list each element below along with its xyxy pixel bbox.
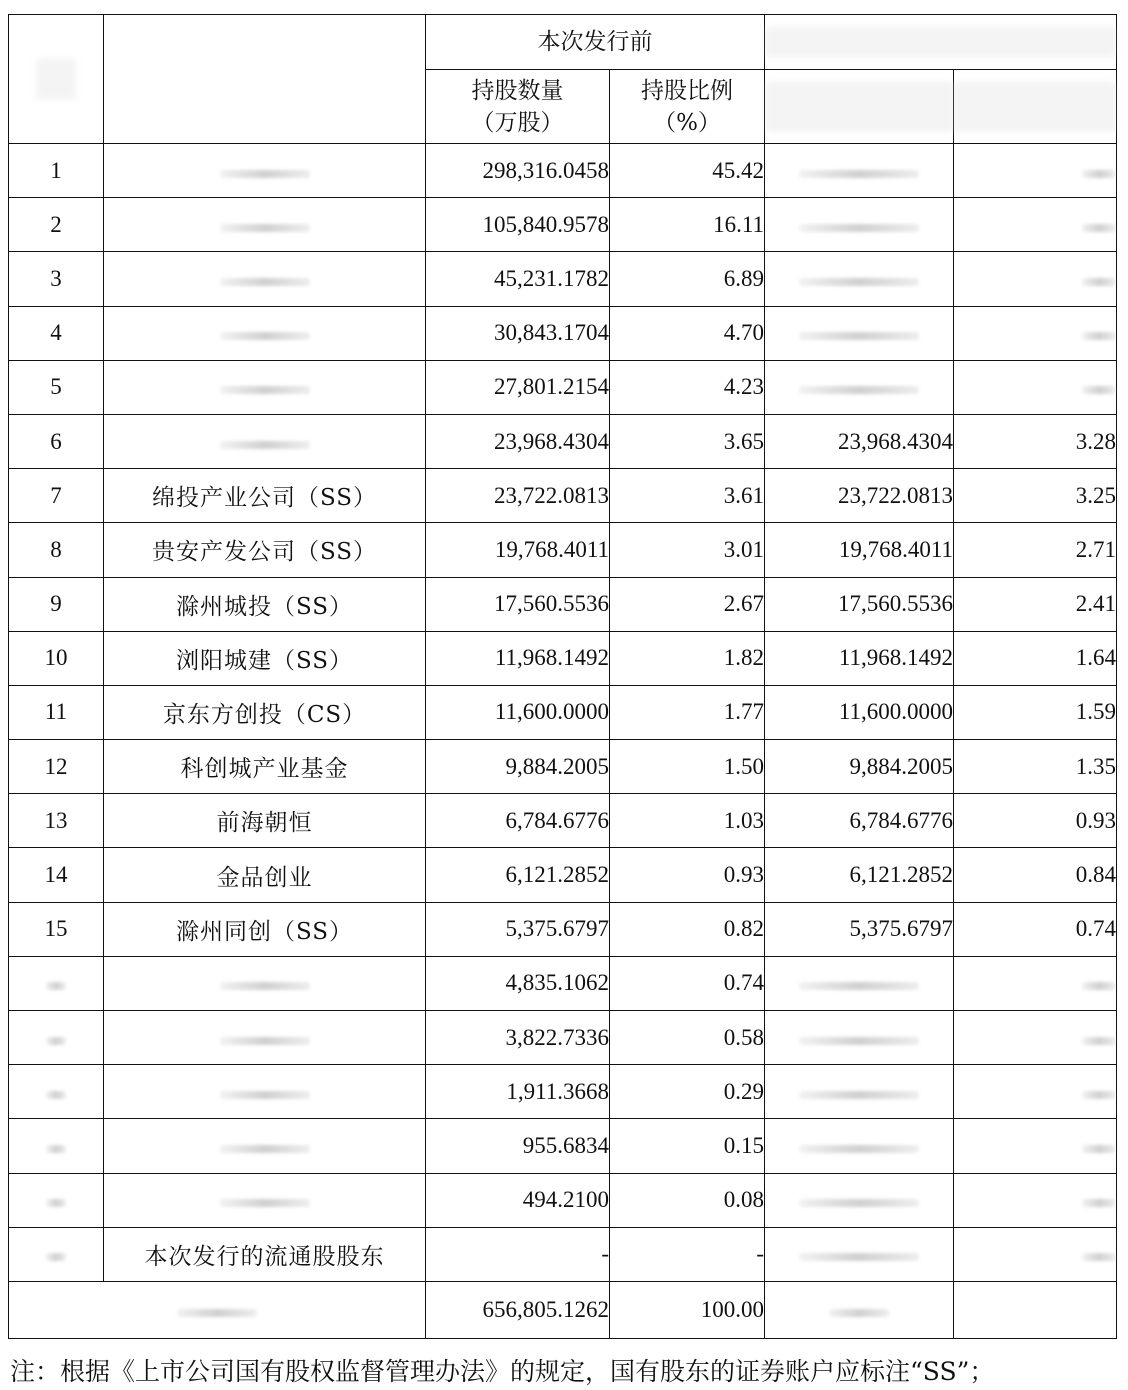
shareholder-name: 滁州城投（SS） <box>104 577 426 631</box>
row-index: 11 <box>9 685 104 739</box>
shares-before: 494.2100 <box>426 1173 610 1227</box>
ratio-after: 1.64 <box>954 631 1117 685</box>
ratio-before: 0.15 <box>610 1119 765 1173</box>
shares-before: 30,843.1704 <box>426 306 610 360</box>
ratio-after <box>954 1119 1117 1173</box>
table-row <box>9 1065 1117 1119</box>
redacted-text <box>220 386 310 394</box>
redacted-text <box>1082 386 1116 394</box>
ratio-after <box>954 360 1117 414</box>
ratio-after <box>954 956 1117 1010</box>
ratio-after: 0.93 <box>954 794 1117 848</box>
ratio-after <box>954 252 1117 306</box>
row-index: 12 <box>9 740 104 794</box>
row-index: 10 <box>9 631 104 685</box>
table-row <box>9 848 1117 902</box>
redacted-text <box>1082 1253 1116 1261</box>
table-row <box>9 360 1117 414</box>
redacted-text <box>220 1145 310 1153</box>
redacted-text <box>46 1145 66 1153</box>
ratio-after <box>954 1227 1117 1281</box>
shares-before: 955.6834 <box>426 1119 610 1173</box>
shares-before: 105,840.9578 <box>426 198 610 252</box>
row-index: 14 <box>9 848 104 902</box>
header-shares-before: 持股数量（万股） <box>426 70 610 144</box>
ratio-after <box>954 198 1117 252</box>
table-row <box>9 414 1117 468</box>
redacted-text <box>799 1145 919 1153</box>
ratio-before: 3.01 <box>610 523 765 577</box>
total-shares-before: 656,805.1262 <box>426 1281 610 1338</box>
shares-before: 4,835.1062 <box>426 956 610 1010</box>
shares-after: 23,722.0813 <box>765 469 954 523</box>
redacted-text <box>1082 332 1116 340</box>
shares-before: 23,722.0813 <box>426 469 610 523</box>
shareholder-name <box>104 360 426 414</box>
row-index: 4 <box>9 306 104 360</box>
shares-before: 17,560.5536 <box>426 577 610 631</box>
ratio-before: 0.74 <box>610 956 765 1010</box>
shares-after <box>765 1011 954 1065</box>
redacted-text <box>799 1091 919 1099</box>
redacted-text <box>799 386 919 394</box>
shareholder-name: 绵投产业公司（SS） <box>104 469 426 523</box>
shareholder-name: 贵安产发公司（SS） <box>104 523 426 577</box>
shareholder-name <box>104 414 426 468</box>
shares-after <box>765 306 954 360</box>
shares-after: 5,375.6797 <box>765 902 954 956</box>
shareholder-name <box>104 144 426 198</box>
shareholder-name: 金品创业 <box>104 848 426 902</box>
table-row <box>9 685 1117 739</box>
ratio-before: 1.82 <box>610 631 765 685</box>
header-index-cell <box>9 15 104 144</box>
redacted-text <box>799 1199 919 1207</box>
shareholder-name <box>104 956 426 1010</box>
shares-after: 17,560.5536 <box>765 577 954 631</box>
shares-after <box>765 252 954 306</box>
redacted-text <box>46 1253 66 1261</box>
table-row <box>9 794 1117 848</box>
redacted-text <box>799 278 919 286</box>
shareholder-name: 滁州同创（SS） <box>104 902 426 956</box>
redacted-text <box>220 1199 310 1207</box>
table-row <box>9 469 1117 523</box>
shareholder-name <box>104 1173 426 1227</box>
header-after-issue-redacted <box>765 15 1117 70</box>
ratio-before: 0.93 <box>610 848 765 902</box>
ratio-after: 2.71 <box>954 523 1117 577</box>
row-index: 6 <box>9 414 104 468</box>
header-ratio-after-redacted <box>954 70 1117 144</box>
shares-after: 23,968.4304 <box>765 414 954 468</box>
ratio-after <box>954 306 1117 360</box>
table-row <box>9 198 1117 252</box>
shares-after: 19,768.4011 <box>765 523 954 577</box>
row-index <box>9 956 104 1010</box>
shareholder-name: 科创城产业基金 <box>104 740 426 794</box>
ratio-before: 4.70 <box>610 306 765 360</box>
row-index: 3 <box>9 252 104 306</box>
row-index: 1 <box>9 144 104 198</box>
table-row <box>9 740 1117 794</box>
shareholder-name <box>104 252 426 306</box>
shares-after <box>765 360 954 414</box>
ratio-before: 0.58 <box>610 1011 765 1065</box>
shares-before: 1,911.3668 <box>426 1065 610 1119</box>
redacted-text <box>220 278 310 286</box>
table-row <box>9 523 1117 577</box>
ratio-before: 45.42 <box>610 144 765 198</box>
ratio-before: 16.11 <box>610 198 765 252</box>
redacted-text <box>220 1091 310 1099</box>
shares-before: 23,968.4304 <box>426 414 610 468</box>
header-shares-after-redacted <box>765 70 954 144</box>
header-ratio-before: 持股比例（%） <box>610 70 765 144</box>
redacted-text <box>1082 1091 1116 1099</box>
ratio-after: 2.41 <box>954 577 1117 631</box>
ratio-before: 4.23 <box>610 360 765 414</box>
row-index: 5 <box>9 360 104 414</box>
row-index <box>9 1227 104 1281</box>
ratio-after <box>954 144 1117 198</box>
table-row <box>9 902 1117 956</box>
ratio-after: 1.35 <box>954 740 1117 794</box>
table-row <box>9 1119 1117 1173</box>
ratio-after <box>954 1011 1117 1065</box>
header-before-issue: 本次发行前 <box>426 15 765 70</box>
shares-after <box>765 1173 954 1227</box>
shareholder-name <box>104 306 426 360</box>
table-row <box>9 252 1117 306</box>
shares-after: 11,600.0000 <box>765 685 954 739</box>
ratio-before: 0.08 <box>610 1173 765 1227</box>
redacted-text <box>1082 982 1116 990</box>
shareholder-name: 前海朝恒 <box>104 794 426 848</box>
shares-before: 45,231.1782 <box>426 252 610 306</box>
shares-after <box>765 1119 954 1173</box>
redacted-text <box>220 441 310 449</box>
row-index: 13 <box>9 794 104 848</box>
total-ratio-before: 100.00 <box>610 1281 765 1338</box>
row-index <box>9 1173 104 1227</box>
redacted-text <box>1082 1037 1116 1045</box>
redacted-text <box>1082 224 1116 232</box>
ratio-after: 3.28 <box>954 414 1117 468</box>
redacted-text <box>46 982 66 990</box>
footnote: 注：根据《上市公司国有股权监督管理办法》的规定，国有股东的证券账户应标注“SS”； <box>10 1357 995 1386</box>
ratio-after <box>954 1065 1117 1119</box>
shares-after <box>765 144 954 198</box>
redacted-text <box>220 982 310 990</box>
total-shares-after-redacted <box>765 1281 954 1338</box>
shares-after: 6,121.2852 <box>765 848 954 902</box>
redacted-text <box>220 170 310 178</box>
shares-after <box>765 1065 954 1119</box>
row-index <box>9 1065 104 1119</box>
redacted-text <box>1082 1199 1116 1207</box>
ratio-before: 6.89 <box>610 252 765 306</box>
redacted-text <box>46 1091 66 1099</box>
row-index <box>9 1119 104 1173</box>
redacted-text <box>220 332 310 340</box>
redacted-text <box>1082 1145 1116 1153</box>
ratio-before: 0.29 <box>610 1065 765 1119</box>
table-row <box>9 1227 1117 1281</box>
row-index <box>9 1011 104 1065</box>
redacted-text <box>799 332 919 340</box>
ratio-before: 2.67 <box>610 577 765 631</box>
shareholder-name <box>104 1065 426 1119</box>
table-row <box>9 577 1117 631</box>
shares-after <box>765 198 954 252</box>
shares-before: 19,768.4011 <box>426 523 610 577</box>
shares-after <box>765 1227 954 1281</box>
shareholder-name <box>104 1119 426 1173</box>
shareholder-name: 京东方创投（CS） <box>104 685 426 739</box>
redacted-text <box>799 982 919 990</box>
redacted-text <box>220 1037 310 1045</box>
ratio-after: 1.59 <box>954 685 1117 739</box>
table-row <box>9 306 1117 360</box>
ratio-after: 0.74 <box>954 902 1117 956</box>
shares-before: 6,121.2852 <box>426 848 610 902</box>
table-row <box>9 1173 1117 1227</box>
row-index: 9 <box>9 577 104 631</box>
shares-after: 6,784.6776 <box>765 794 954 848</box>
row-index: 7 <box>9 469 104 523</box>
row-index: 8 <box>9 523 104 577</box>
shares-before: - <box>426 1227 610 1281</box>
shares-before: 6,784.6776 <box>426 794 610 848</box>
table-row <box>9 1011 1117 1065</box>
ratio-before: 1.50 <box>610 740 765 794</box>
total-label-redacted <box>9 1281 426 1338</box>
row-index: 15 <box>9 902 104 956</box>
header-name-cell <box>104 15 426 144</box>
shares-before: 11,600.0000 <box>426 685 610 739</box>
shareholder-name: 本次发行的流通股股东 <box>104 1227 426 1281</box>
redacted-text <box>799 1037 919 1045</box>
ratio-after <box>954 1173 1117 1227</box>
redacted-text <box>46 1037 66 1045</box>
shareholder-name <box>104 198 426 252</box>
shares-after: 9,884.2005 <box>765 740 954 794</box>
shares-before: 298,316.0458 <box>426 144 610 198</box>
ratio-before: 1.03 <box>610 794 765 848</box>
shareholder-name <box>104 1011 426 1065</box>
redacted-text <box>799 224 919 232</box>
ratio-after: 3.25 <box>954 469 1117 523</box>
table-row <box>9 631 1117 685</box>
shares-before: 3,822.7336 <box>426 1011 610 1065</box>
row-index: 2 <box>9 198 104 252</box>
ratio-before: - <box>610 1227 765 1281</box>
ratio-before: 3.61 <box>610 469 765 523</box>
shares-after <box>765 956 954 1010</box>
shareholder-name: 浏阳城建（SS） <box>104 631 426 685</box>
shares-before: 11,968.1492 <box>426 631 610 685</box>
table-row <box>9 144 1117 198</box>
shares-before: 5,375.6797 <box>426 902 610 956</box>
shares-before: 9,884.2005 <box>426 740 610 794</box>
ratio-before: 1.77 <box>610 685 765 739</box>
shares-before: 27,801.2154 <box>426 360 610 414</box>
redacted-text <box>1082 170 1116 178</box>
table-row <box>9 956 1117 1010</box>
total-ratio-after-redacted <box>954 1281 1117 1338</box>
ratio-before: 0.82 <box>610 902 765 956</box>
redacted-text <box>46 1199 66 1207</box>
redacted-text <box>1082 278 1116 286</box>
shareholding-table <box>8 14 1117 1339</box>
redacted-text <box>799 170 919 178</box>
redacted-text <box>220 224 310 232</box>
ratio-after: 0.84 <box>954 848 1117 902</box>
shares-after: 11,968.1492 <box>765 631 954 685</box>
ratio-before: 3.65 <box>610 414 765 468</box>
redacted-text <box>799 1253 919 1261</box>
